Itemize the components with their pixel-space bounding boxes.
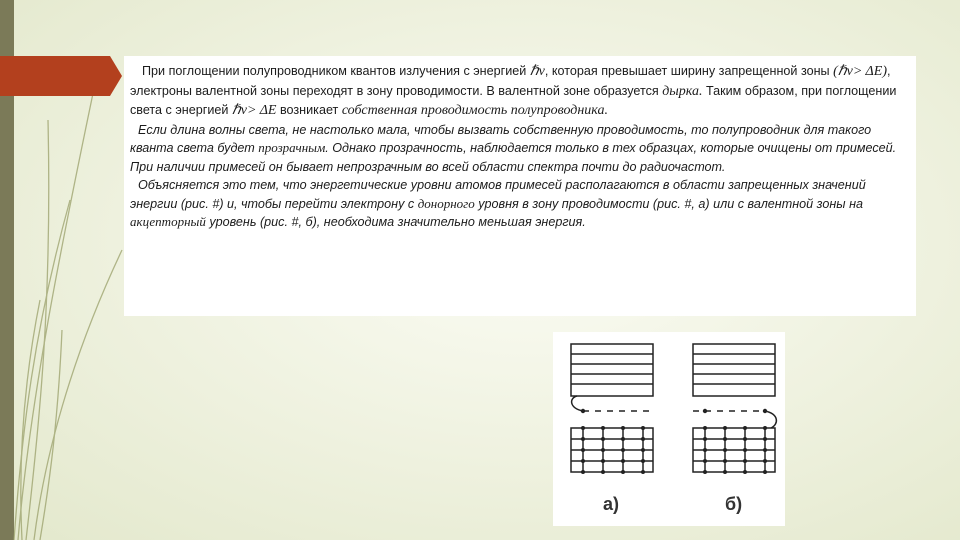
p2-text-1: Если длина волны света, не настолько мала, чтобы вызвать собственную проводимость, то полупроводник для такого кванта света будет (130, 122, 872, 155)
p1-formula-energy: ℏν> ΔE (231, 103, 277, 118)
p1-text-4: Таким образом, при поглощении света с энергией (130, 83, 897, 117)
electrons-a (581, 409, 645, 474)
paragraph-2 (130, 121, 910, 177)
accent-tab-arrow (110, 56, 122, 96)
p1-text-5: возникает (276, 103, 342, 117)
transition-arrow-b (765, 411, 776, 428)
p3-term-donor: донорного (417, 195, 475, 211)
p1-text-3: , электроны валентной зоны переходят в зону проводимости. В валентной зоне образуется (130, 64, 891, 98)
conduction-band-a (571, 344, 653, 396)
figure-label-b: б) (725, 494, 743, 514)
diagram-b (693, 344, 776, 472)
accent-tab (0, 56, 110, 96)
p1-text-2: , которая превышает ширину запрещенной зоны (544, 64, 834, 78)
diagram-a (571, 344, 653, 472)
p1-term-intrinsic-conductivity: собственная проводимость полупроводника. (341, 103, 609, 118)
text-block (124, 56, 916, 316)
conduction-band-b (693, 344, 775, 396)
paragraph-3 (130, 176, 910, 232)
transition-arrow-a (572, 396, 583, 411)
p1-term-hole: дырка. (662, 83, 703, 99)
p3-text-3: уровень (рис. #, б), необходима значительно меньшая энергия. (205, 215, 586, 229)
p3-text-2: уровня в зону проводимости (рис. #, а) или с валентной зоны на (474, 196, 864, 211)
paragraph-1 (130, 62, 910, 121)
figure-label-a: а) (603, 494, 620, 514)
p2-term-transparent: прозрачным (258, 140, 326, 155)
p1-text-1: При поглощении полупроводником квантов излучения с энергией (142, 64, 530, 78)
p3-term-acceptor: акцепторный (130, 214, 206, 229)
p2-text-2: . Однако прозрачность, наблюдается только в тех образцах, которые очищены от примесей. При наличии примесей он бывает непрозрачным во всей области спектра почти до радиочастот. (130, 141, 897, 174)
band-diagram (553, 332, 785, 526)
p1-formula-condition: (ℏν> ΔE) (833, 64, 887, 79)
electrons-b (703, 409, 767, 474)
p1-formula-hv: ℏν (529, 64, 545, 79)
p3-text-1: Объясняется это тем, что энергетические уровни атомов примесей располагаются в области запрещенных значений энергии (рис. #) и, чтобы перейти электрону с (130, 178, 866, 211)
band-diagram-figure (553, 332, 785, 526)
